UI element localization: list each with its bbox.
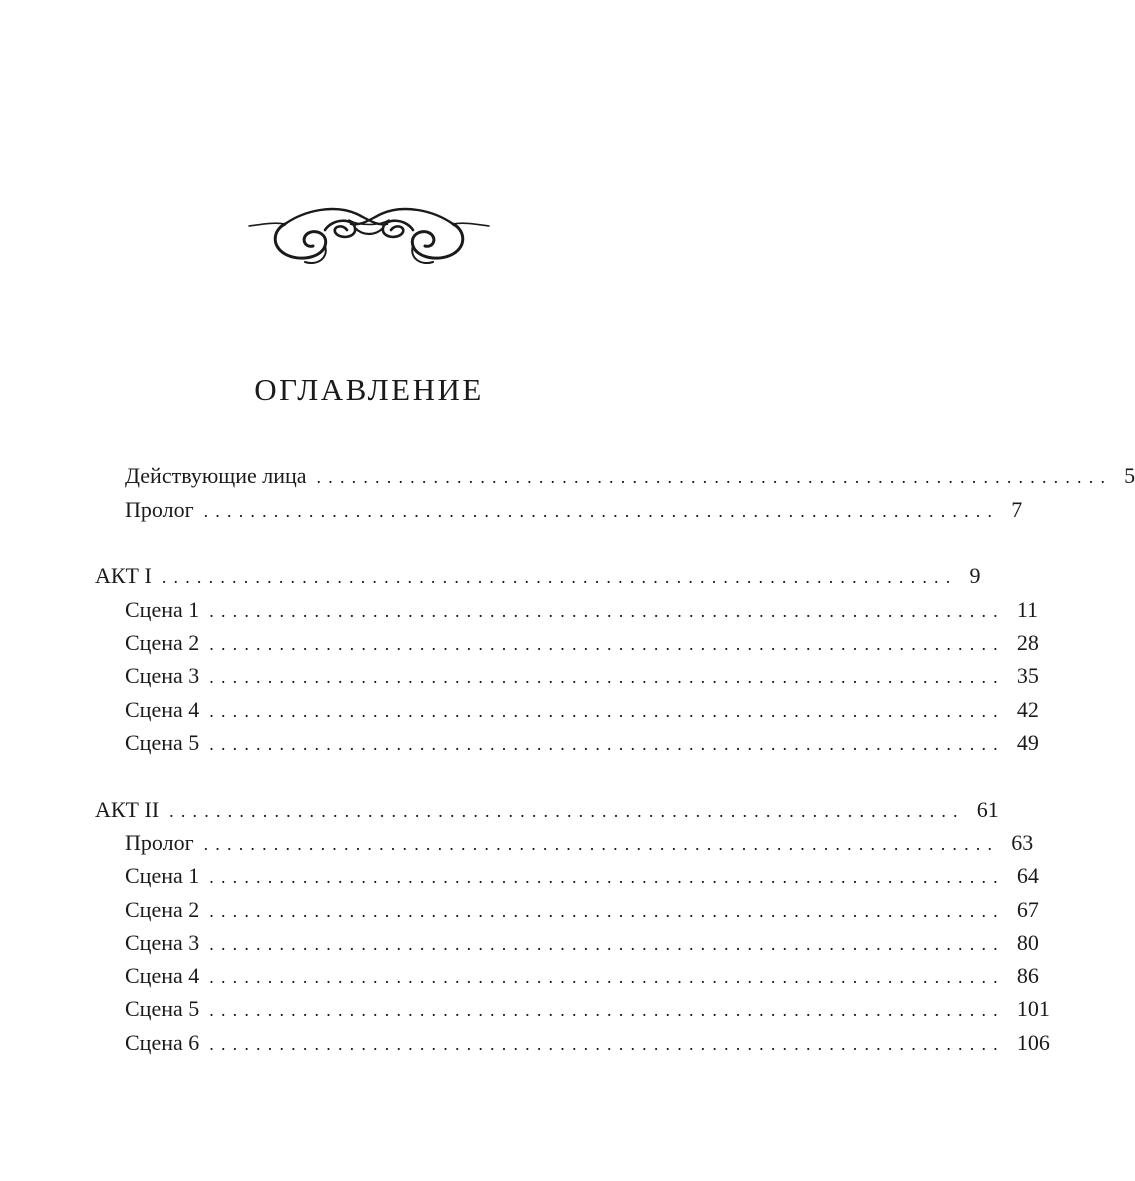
toc-entry[interactable]: [95, 562, 981, 590]
dot-leader: ....................................................................: [209, 634, 1005, 654]
toc-entry-label: Сцена 2: [125, 630, 200, 655]
toc-entry-label: АКТ I: [95, 563, 152, 588]
toc-entry-page: 5: [1124, 463, 1135, 488]
dot-leader: ....................................................................: [169, 801, 965, 821]
toc-entry[interactable]: [125, 995, 1050, 1023]
dot-leader: ....................................................................: [209, 667, 1005, 687]
toc-entry-label: Сцена 3: [125, 663, 200, 688]
toc-entry[interactable]: [125, 496, 1023, 524]
toc-entry-page: 61: [976, 797, 999, 822]
toc-entry-page: 28: [1016, 630, 1039, 655]
toc-entry[interactable]: [125, 929, 1039, 957]
toc-entry-page: 67: [1016, 897, 1039, 922]
dot-leader: ....................................................................: [209, 701, 1005, 721]
toc-entry-label: Сцена 4: [125, 697, 200, 722]
toc-entry-label: Сцена 1: [125, 597, 200, 622]
dot-leader: ....................................................................: [161, 567, 958, 587]
toc-entry-page: 42: [1016, 697, 1039, 722]
toc-entry-label: Пролог: [125, 830, 194, 855]
toc-entry[interactable]: [125, 1029, 1050, 1057]
toc-entry-page: 64: [1016, 863, 1039, 888]
dot-leader: ....................................................................: [209, 867, 1005, 887]
toc-entry-label: Сцена 3: [125, 930, 200, 955]
toc-entry-label: АКТ II: [95, 797, 160, 822]
toc-entry-page: 86: [1016, 963, 1039, 988]
dot-leader: ....................................................................: [209, 734, 1005, 754]
toc-entry-label: Сцена 4: [125, 963, 200, 988]
toc-entry[interactable]: [125, 462, 1135, 490]
toc-entry[interactable]: [125, 729, 1039, 757]
dot-leader: ....................................................................: [203, 501, 1000, 521]
toc-entry-page: 80: [1016, 930, 1039, 955]
toc-entry-page: 49: [1016, 730, 1039, 755]
toc-entry-page: 35: [1016, 663, 1039, 688]
toc-entry-page: 7: [1011, 497, 1023, 522]
toc-entry-label: Пролог: [125, 497, 194, 522]
toc-entry-page: 9: [969, 563, 981, 588]
toc-entry-page: 63: [1011, 830, 1034, 855]
toc-entry-label: Действующие лица: [125, 463, 307, 488]
toc-entry[interactable]: [125, 896, 1039, 924]
toc-entry[interactable]: [125, 962, 1039, 990]
page-title: ОГЛАВЛЕНИЕ: [254, 372, 484, 407]
toc-entry-page: 11: [1016, 597, 1039, 622]
toc-entry[interactable]: [125, 829, 1034, 857]
toc-entry-label: Сцена 2: [125, 897, 200, 922]
dot-leader: ....................................................................: [203, 834, 1000, 854]
dot-leader: ....................................................................: [209, 1034, 1005, 1054]
toc-entry-page: 106: [1016, 1030, 1050, 1055]
toc-entry-label: Сцена 1: [125, 863, 200, 888]
toc-entry[interactable]: [125, 662, 1039, 690]
dot-leader: ....................................................................: [209, 967, 1005, 987]
flourish-ornament-icon: [245, 200, 493, 272]
toc-entry[interactable]: [125, 862, 1039, 890]
toc-entry-label: Сцена 5: [125, 996, 200, 1021]
toc-entry[interactable]: [95, 796, 999, 824]
dot-leader: ....................................................................: [316, 467, 1113, 487]
toc-entry[interactable]: [125, 696, 1039, 724]
toc-entry[interactable]: [125, 596, 1039, 624]
toc-entry-label: Сцена 5: [125, 730, 200, 755]
toc-entry-page: 101: [1016, 996, 1050, 1021]
dot-leader: ....................................................................: [209, 934, 1005, 954]
dot-leader: ....................................................................: [209, 1000, 1005, 1020]
toc-entry-label: Сцена 6: [125, 1030, 200, 1055]
dot-leader: ....................................................................: [209, 601, 1005, 621]
dot-leader: ....................................................................: [209, 901, 1005, 921]
toc-entry[interactable]: [125, 629, 1039, 657]
